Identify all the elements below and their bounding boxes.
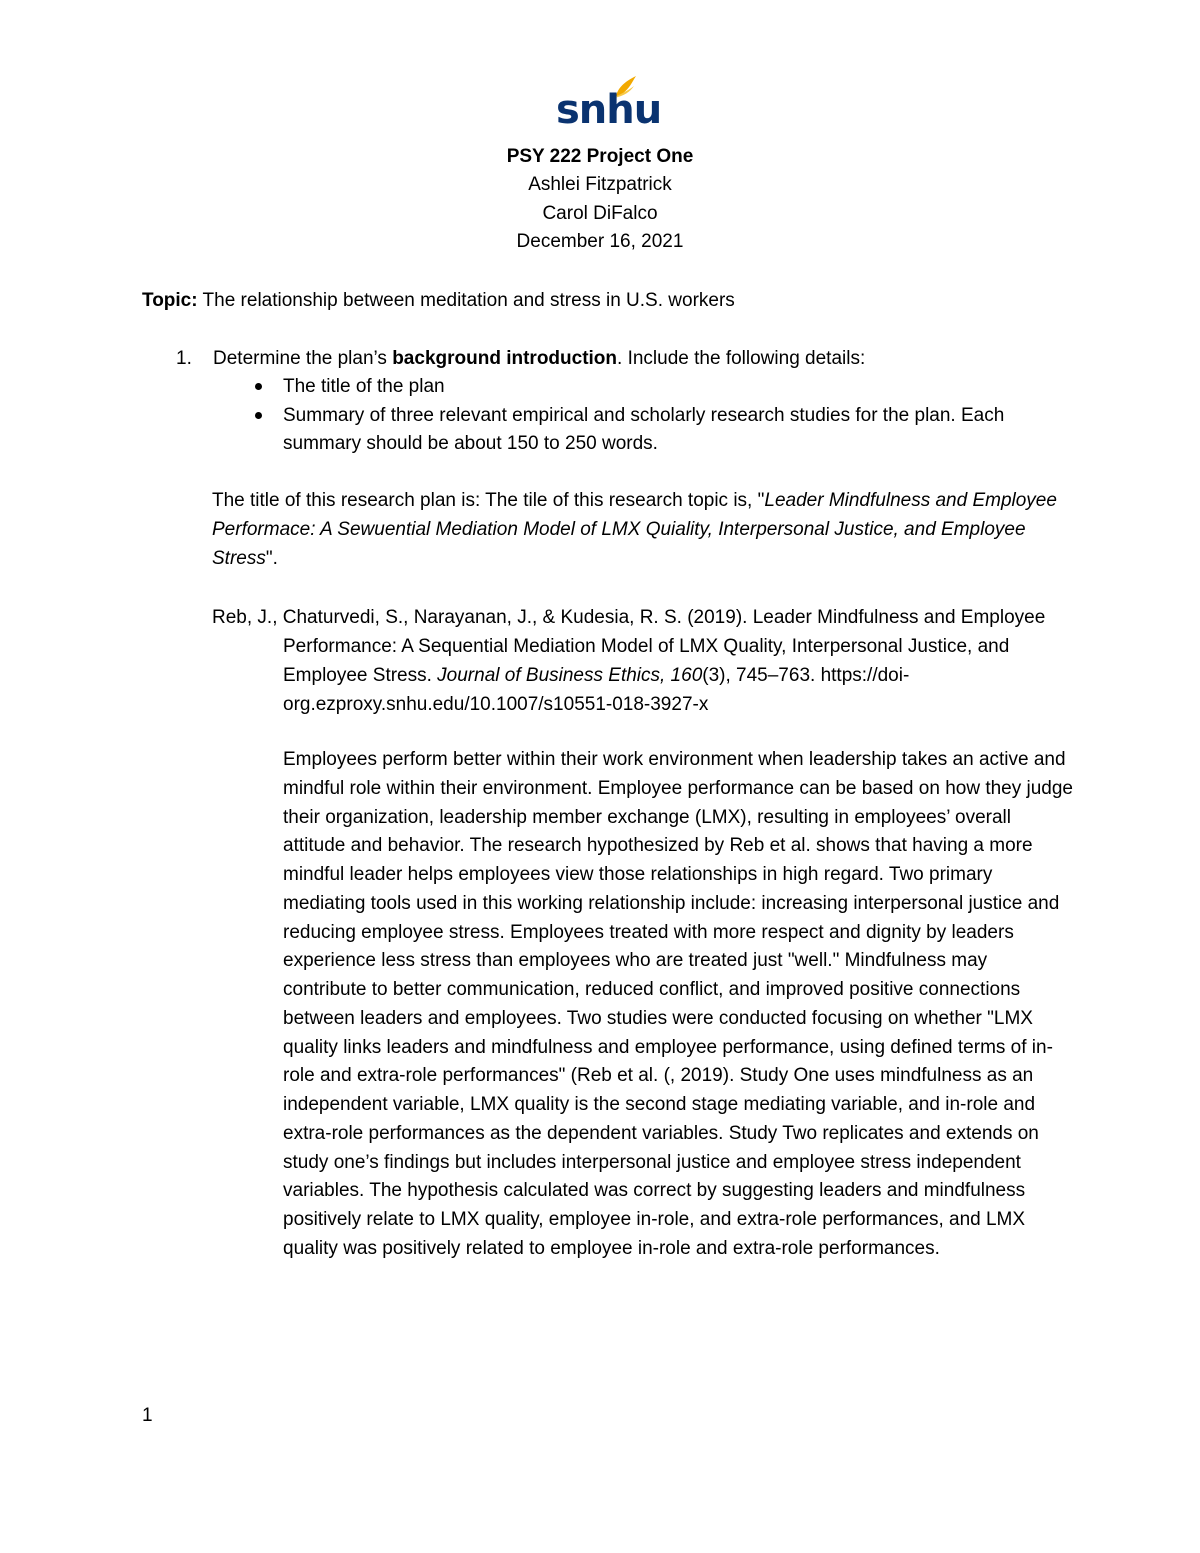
plan-title-post: ". bbox=[265, 548, 278, 569]
page-number: 1 bbox=[142, 1405, 153, 1426]
instructor-name: Carol DiFalco bbox=[542, 202, 658, 224]
reference-pages-doi: (3), 745–763. https://doi-org.ezproxy.snhu.edu/10.1007/s10551-018-3927-x bbox=[283, 665, 910, 715]
document-date: December 16, 2021 bbox=[516, 230, 684, 252]
topic-text: The relationship between meditation and stress in U.S. workers bbox=[197, 290, 735, 311]
bullet-text: The title of the plan bbox=[283, 376, 445, 397]
plan-title-paragraph bbox=[212, 486, 1082, 573]
question-text-pre: Determine the plan’s bbox=[213, 348, 393, 369]
study-summary: Employees perform better within their work environment when leadership takes an active and mindful role within their environment. Employee performance can be based on how they judge their organization, leadership member exchange (LMX), resulting in employees’ overall attitude and behavior. The research hypothesized by Reb et al. shows that having a more mindful leader helps employees view those relationships in high regard. Two primary mediating tools used in this working relationship include: increasing interpersonal justice and reducing employee stress. Employees treated with more respect and dignity by leaders experience less stress than employees who are treated just "well." Mindfulness may contribute to better communication, reduced conflict, and improved positive connections between leaders and employees. Two studies were conducted focusing on whether "LMX quality links leaders and mindfulness and employee performance, using defined terms of in-role and extra-role performances" (Reb et al. (, 2019). Study One uses mindfulness as an independent variable, LMX quality is the second stage mediating variable, and in-role and extra-role performances as the dependent variables. Study Two replicates and extends on study one’s findings but includes interpersonal justice and employee stress independent variables. The hypothesis calculated was correct by suggesting leaders and mindfulness positively relate to LMX quality, employee in-role, and extra-role performances, and LMX quality was positively related to employee in-role and extra-role performances. bbox=[283, 749, 1074, 1259]
plan-title-pre: The title of this research plan is: The tile of this research topic is, " bbox=[212, 490, 765, 511]
plan-title-italic: Leader Mindfulness and Employee Performace: A Sewuential Mediation Model of LMX Quiality, Interpersonal Justice, and Employee Stress bbox=[212, 490, 1057, 569]
bullet-item bbox=[255, 402, 1075, 459]
student-name: Ashlei Fitzpatrick bbox=[528, 174, 672, 196]
snhu-logo bbox=[556, 74, 662, 134]
cover-header bbox=[0, 143, 1200, 256]
reference-authors-title: Reb, J., Chaturvedi, S., Narayanan, J., & Kudesia, R. S. (2019). Leader Mindfulness and Employee Performance: A Sequential Mediation Model of LMX Quality, Interpersonal Justice, and Employee Stress. bbox=[212, 607, 1046, 686]
bullet-icon bbox=[255, 383, 262, 390]
bullet-icon bbox=[255, 412, 262, 419]
question-number: 1. bbox=[176, 348, 192, 369]
document-title: PSY 222 Project One bbox=[506, 146, 694, 167]
topic-label: Topic: bbox=[142, 290, 198, 311]
question-bullets bbox=[255, 373, 1075, 459]
question-text-post: . Include the following details: bbox=[617, 348, 866, 369]
bullet-text: Summary of three relevant empirical and scholarly research studies for the plan. Each summary should be about 150 to 250 words. bbox=[283, 404, 1005, 455]
reference-journal: Journal of Business Ethics, 160 bbox=[437, 665, 703, 686]
question-text bbox=[213, 345, 865, 373]
reference-citation bbox=[212, 603, 1072, 719]
logo-wordmark: snhu bbox=[556, 87, 662, 133]
topic-line bbox=[142, 287, 1082, 315]
bullet-item bbox=[255, 373, 1075, 402]
question-text-bold: background introduction bbox=[392, 348, 618, 369]
